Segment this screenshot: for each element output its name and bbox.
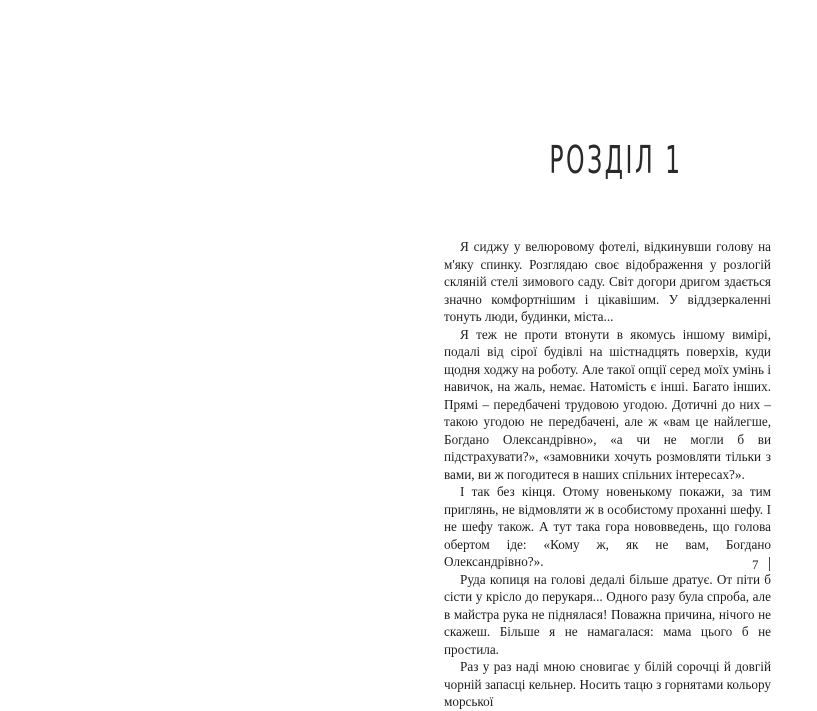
paragraph: Раз у раз наді мною сновигає у білій сорочці й довгій чорній запасці кельнер. Носить тацю з горнятами кольору морської	[444, 659, 771, 709]
right-page	[408, 0, 817, 709]
paragraph: Я теж не проти втонути в якомусь іншому вимірі, подалі від сірої будівлі на шістнадцять поверхів, куди щодня ходжу на роботу. Але такої опції серед моїх умінь і навичок, на жаль, немає. Натомість є інші. Багато інших. Прямі – передбачені трудовою угодою. Дотичні до них – такою угодою не передбачені, але ж «вам це найлегше, Богдано Олександрівно», «а чи не могли б ви підстрахувати?», «замовники хочуть розмовляти тільки з вами, ви ж погодитеся в наших спільних інтересах?».	[444, 326, 771, 482]
page-number: 7	[752, 557, 759, 572]
paragraph: Руда копиця на голові дедалі більше дратує. От піти б сісти у крісло до перукаря... Одного разу була спроба, але в майстра рука не піднялася! Поважна причина, нічого не скажеш. Більше я не намагалася: мама цього б не простила.	[444, 571, 771, 657]
chapter-title: РОЗДІЛ 1	[549, 138, 683, 182]
body-text	[444, 238, 771, 711]
page-number-divider	[769, 557, 770, 571]
paragraph: І так без кінця. Отому новенькому покажи, за тим приглянь, не відмовляти ж в особистому проханні шефу. І не шефу також. А тут така гора нововведень, що голова обертом іде: «Кому ж, як не вам, Богдано Олександрівно?».	[444, 484, 771, 569]
left-page	[0, 0, 408, 600]
paragraph: Я сиджу у велюровому фотелі, відкинувши голову на м'яку спинку. Розглядаю своє відображення у розлогій скляній стелі зимового саду. Світ догори дригом здається значно комфортнішим і цікавішим. У віддзеркаленні тонуть люди, будинки, міста...	[444, 239, 771, 324]
